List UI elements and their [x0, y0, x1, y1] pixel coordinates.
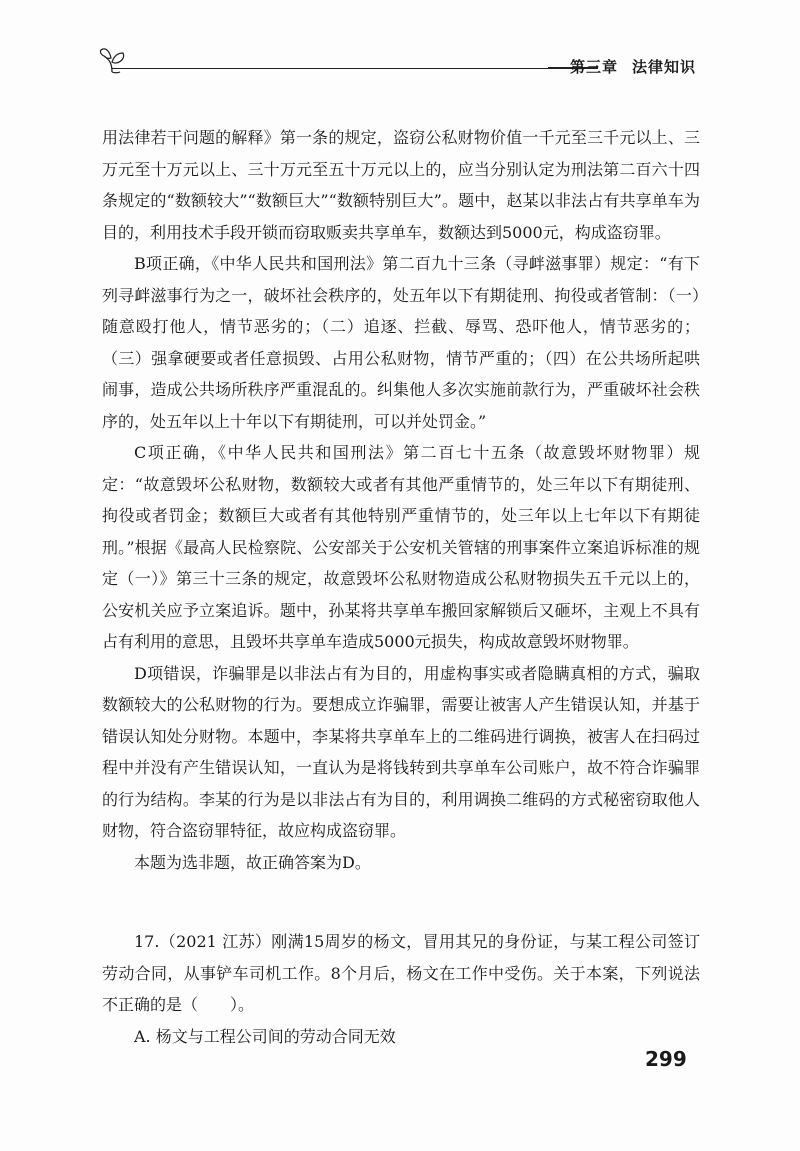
header-rule	[112, 68, 548, 69]
paragraph-answer: 本题为选非题，故正确答案为D。	[134, 852, 371, 872]
chapter-number: 第三章	[569, 58, 618, 76]
running-header	[98, 42, 698, 82]
question-option-a: A. 杨文与工程公司间的劳动合同无效	[134, 1026, 396, 1046]
body-text	[102, 122, 700, 1052]
page-number: 299	[645, 1047, 687, 1071]
header-label	[570, 56, 696, 77]
paragraph-option-d: D项错误，诈骗罪是以非法占有为目的，用虚构事实或者隐瞒真相的方式，骗取数额较大的公私财物的行为。要想成立诈骗罪，需要让被害人产生错误认知，并基于错误认知处分财物。本题中，李某将共享单车上的二维码进行调换，被害人在扫码过程中并没有产生错误认知，一直认为是将钱转到共享单车公司账户，故不符合诈骗罪的行为结构。李某的行为是以非法占有为目的，利用调换二维码的方式秘密窃取他人财物，符合盗窃罪特征，故应构成盗窃罪。	[102, 663, 700, 840]
question-17: 17.（2021 江苏）刚满15周岁的杨文，冒用其兄的身份证，与某工程公司签订劳动合同，从事铲车司机工作。8个月后，杨文在工作中受伤。关于本案，下列说法不正确的是（ ）。	[102, 932, 700, 1014]
paragraph-continued: 用法律若干问题的解释》第一条的规定，盗窃公私财物价值一千元至三千元以上、三万元至十万元以上、三十万元至五十万元以上的，应当分别认定为刑法第二百六十四条规定的“数额较大”“数额巨大”“数额特别巨大”。题中，赵某以非法占有共享单车为目的，利用技术手段开锁而窃取贩卖共享单车，数额达到5000元，构成盗窃罪。	[102, 128, 700, 242]
chapter-title: 法律知识	[631, 58, 696, 76]
leaf-ornament-icon	[98, 48, 128, 74]
paragraph-option-c: C项正确，《中华人民共和国刑法》第二百七十五条（故意毁坏财物罪）规定：“故意毁坏公私财物，数额较大或者有其他严重情节的，处三年以下有期徒刑、拘役或者罚金；数额巨大或者有其他特别严重情节的，处三年以上七年以下有期徒刑。”根据《最高人民检察院、公安部关于公安机关管辖的刑事案件立案追诉标准的规定（一）》第三十三条的规定，故意毁坏公私财物造成公私财物损失五千元以上的，公安机关应予立案追诉。题中，孙某将共享单车搬回家解锁后又砸坏，主观上不具有占有利用的意思，且毁坏共享单车造成5000元损失，构成故意毁坏财物罪。	[102, 443, 700, 651]
paragraph-option-b: B项正确，《中华人民共和国刑法》第二百九十三条（寻衅滋事罪）规定：“有下列寻衅滋事行为之一，破坏社会秩序的，处五年以下有期徒刑、拘役或者管制：（一）随意殴打他人，情节恶劣的；（二）追逐、拦截、辱骂、恐吓他人，情节恶劣的；（三）强拿硬要或者任意损毁、占用公私财物，情节严重的；（四）在公共场所起哄闹事，造成公共场所秩序严重混乱的。纠集他人多次实施前款行为，严重破坏社会秩序的，处五年以上十年以下有期徒刑，可以并处罚金。”	[102, 254, 700, 431]
